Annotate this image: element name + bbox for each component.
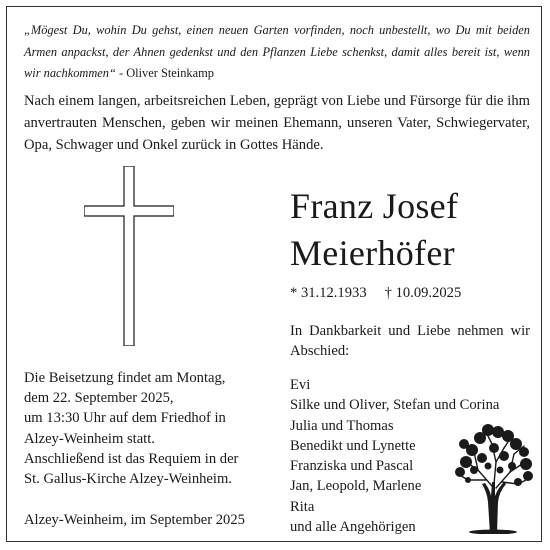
deceased-name [290, 183, 540, 277]
mourner-line: Jan, Leopold, Marlene [290, 478, 422, 495]
quote-text: „Mögest Du, wohin Du gehst, einen neuen Garten vorfinden, noch unbestellt, wo Du mit beiden Armen anpackst, der Ahnen gedenkst und den Pflanzen Liebe schenkst, damit alles bereit ist, wenn wir nachkommen“ [24, 23, 530, 80]
burial-line: Die Beisetzung findet am Montag, [24, 370, 226, 386]
quote-author: - Oliver Steinkamp [115, 66, 214, 80]
mourner-line: Rita [290, 498, 315, 515]
burial-line: dem 22. September 2025, [24, 390, 174, 407]
cross-icon [84, 166, 174, 346]
place-date: Alzey-Weinheim, im September 2025 [24, 512, 245, 528]
mourner-line: Benedikt und Lynette [290, 437, 416, 454]
thanks-text: In Dankbarkeit und Liebe nehmen wir Abschied: [290, 323, 530, 359]
burial-line: Alzey-Weinheim statt. [24, 430, 155, 447]
mourner-line: Franziska und Pascal [290, 458, 414, 475]
mourner-line: und alle Angehörigen [290, 519, 416, 536]
tree-icon [452, 422, 534, 534]
intro-text: Nach einem langen, arbeitsreichen Leben, geprägt von Liebe und Fürsorge für die ihm anvertrauten Menschen, geben wir meinen Ehemann, unseren Vater, Schwiegervater, Opa, Schwager und Onkel zurück in Gottes Hände. [24, 93, 530, 153]
life-dates [290, 283, 540, 303]
name-line-2: Meierhöfer [290, 233, 455, 273]
mourner-line: Evi [290, 377, 311, 393]
name-line-1: Franz Josef [290, 186, 459, 226]
mourner-line: Silke und Oliver, Stefan und Corina [290, 397, 500, 414]
burial-info [24, 368, 274, 489]
burial-line: St. Gallus-Kirche Alzey-Weinheim. [24, 471, 232, 488]
mourner-line: Julia und Thomas [290, 417, 394, 434]
quote-block [24, 20, 530, 85]
burial-line: Anschließend ist das Requiem in der [24, 450, 239, 467]
birth-date: * 31.12.1933 [290, 285, 367, 301]
death-date: † 10.09.2025 [384, 285, 462, 301]
burial-line: um 13:30 Uhr auf dem Friedhof in [24, 410, 226, 427]
